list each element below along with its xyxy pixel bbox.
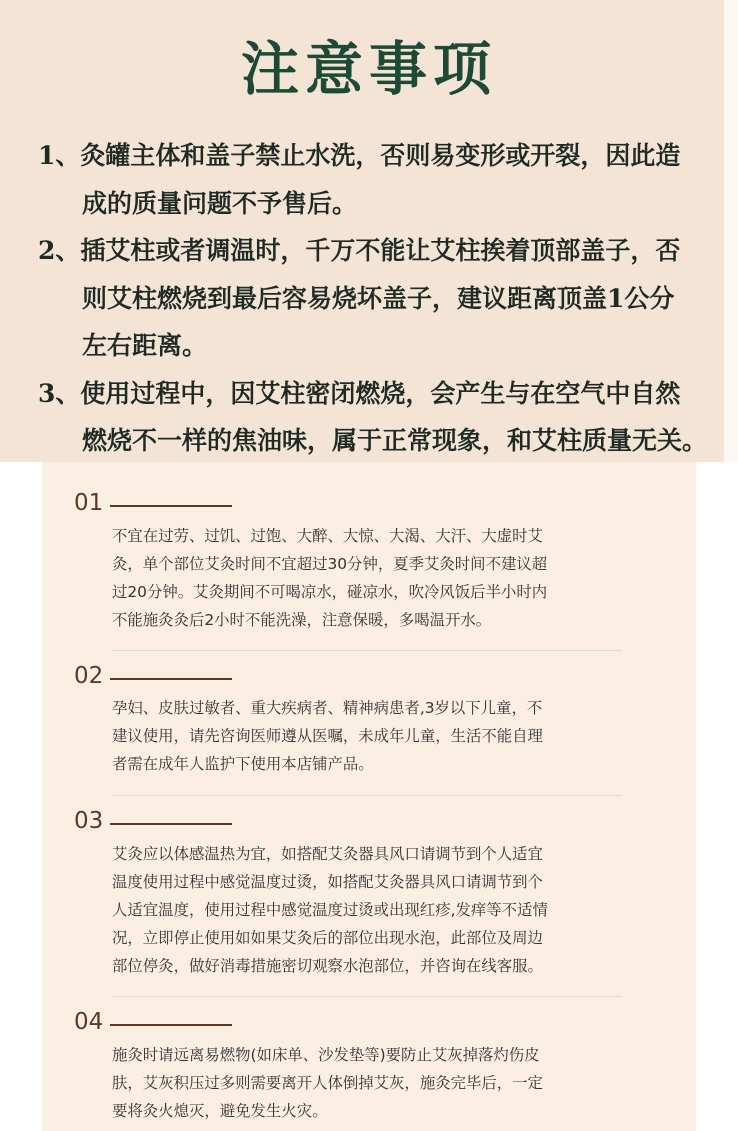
section-rule [110, 1024, 232, 1026]
notice-1-line-2: 成的质量问题不予售后。 [82, 189, 358, 218]
section-3-line-3: 人适宜温度，使用过程中感觉温度过烫或出现红疹,发痒等不适情 [112, 901, 548, 919]
section-divider [112, 795, 622, 796]
section-rule [110, 678, 232, 680]
section-rule [110, 823, 232, 825]
notice-3-line-1: 3、使用过程中，因艾柱密闭燃烧，会产生与在空气中自然 [38, 379, 681, 408]
section-2-line-1: 孕妇、皮肤过敏者、重大疾病者、精神病患者,3岁以下儿童，不 [112, 699, 543, 717]
section-divider [112, 996, 622, 997]
section-4-line-3: 要将灸火熄灭，避免发生火灾。 [112, 1102, 328, 1120]
section-3-line-4: 况，立即停止使用如如果艾灸后的部位出现水泡，此部位及周边 [112, 929, 543, 947]
section-1-line-1: 不宜在过劳、过饥、过饱、大醉、大惊、大渴、大汗、大虚时艾 [112, 527, 543, 545]
section-4-line-2: 肤，艾灰积压过多则需要离开人体倒掉艾灰，施灸完毕后，一定 [112, 1074, 543, 1092]
notice-1-line-1: 1、灸罐主体和盖子禁止水洗，否则易变形或开裂，因此造 [38, 141, 681, 170]
section-number: 04 [74, 1009, 104, 1035]
section-1-line-4: 不能施灸灸后2小时不能洗澡，注意保暖，多喝温开水。 [112, 611, 492, 629]
section-4-line-1: 施灸时请远离易燃物(如床单、沙发垫等)要防止艾灰掉落灼伤皮 [112, 1046, 540, 1064]
section-3-line-5: 部位停灸，做好消毒措施密切观察水泡部位，并咨询在线客服。 [112, 957, 543, 975]
section-number: 01 [74, 490, 104, 516]
section-rule [110, 505, 232, 507]
section-2-line-2: 建议使用，请先咨询医师遵从医嘱，未成年儿童，生活不能自理 [112, 727, 543, 745]
section-2-line-3: 者需在成年人监护下使用本店铺产品。 [112, 755, 374, 773]
section-number: 03 [74, 808, 104, 834]
section-3-line-2: 温度使用过程中感觉温度过烫，如搭配艾灸器具风口请调节到个 [112, 873, 543, 891]
notice-3-line-2: 燃烧不一样的焦油味，属于正常现象，和艾柱质量无关。 [82, 426, 708, 455]
section-1-line-3: 过20分钟。艾灸期间不可喝凉水，碰凉水，吹冷风饭后半小时内 [112, 583, 548, 601]
notice-2-line-1: 2、插艾柱或者调温时，千万不能让艾柱挨着顶部盖子，否 [38, 236, 681, 265]
section-number: 02 [74, 663, 104, 689]
notice-2-line-2: 则艾柱燃烧到最后容易烧坏盖子，建议距离顶盖1公分 [82, 284, 675, 313]
notice-2-line-3: 左右距离。 [82, 331, 208, 360]
page-title: 注意事项 [240, 35, 497, 103]
section-3-line-1: 艾灸应以体感温热为宜，如搭配艾灸器具风口请调节到个人适宜 [112, 845, 543, 863]
section-1-line-2: 灸，单个部位艾灸时间不宜超过30分钟，夏季艾灸时间不建议超 [112, 555, 548, 573]
section-divider [112, 650, 622, 651]
